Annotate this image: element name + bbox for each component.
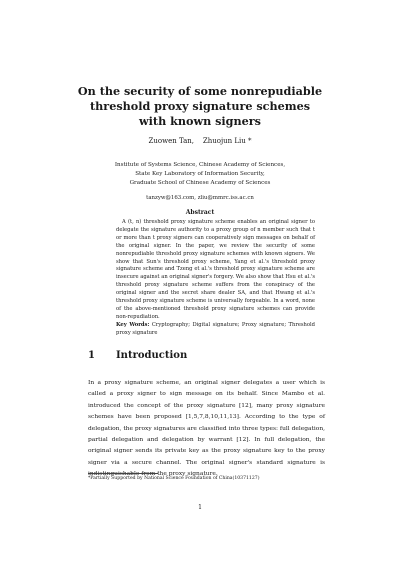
affiliation-line: State Key Laboratory of Information Security, <box>135 171 265 177</box>
footnote: *Partially Supported by National Science Foundation of China(10371127) <box>88 476 260 481</box>
author-email: tanzyw@163.com, zliu@mmrc.iss.ac.cn <box>146 195 254 201</box>
keywords-label: Key Words: <box>116 321 150 328</box>
footnote-rule <box>88 473 158 474</box>
keywords <box>116 322 315 338</box>
title-line: with known signers <box>139 114 261 128</box>
keywords-text: Cryptography; Digital signature; Proxy signature; Threshold proxy signature <box>116 321 315 336</box>
abstract-text: A (t, n) threshold proxy signature scheme enables an original signer to delegate the signature authority to a proxy group of n member such that t or more than t proxy signers can cooperatively sign messages on behalf of the original signer. In the paper, we review the security of some nonrepudiable threshold proxy signature schemes with known signers. We show that Sun's threshold proxy scheme, Yang et al.'s threshold proxy signature scheme and Tzeng et al.'s threshold proxy signature scheme are insecure against an original signer's forgery. We also show that Hsu et al.'s threshold proxy signature scheme suffers from the conspiracy of the original signer and the secret share dealer SA, and that Hwang et al.'s threshold proxy signature scheme is universally forgeable. In a word, none of the above-mentioned threshold proxy signature schemes can provide non-repudiation. <box>116 219 315 320</box>
affiliation-line: Graduate School of Chinese Academy of Sciences <box>129 180 271 186</box>
affiliation-line: Institute of Systems Science, Chinese Academy of Sciences, <box>114 162 286 168</box>
abstract-heading: Abstract <box>185 209 215 216</box>
paper-title <box>40 84 360 129</box>
section-heading <box>88 349 187 363</box>
title-line: On the security of some nonrepudiable <box>77 84 323 98</box>
abstract-block <box>116 219 315 338</box>
section-number: 1 <box>88 350 95 361</box>
author-list: Zuowen Tan, Zhuojun Liu * <box>148 137 252 145</box>
title-line: threshold proxy signature schemes <box>90 99 310 113</box>
section-title: Introduction <box>116 350 188 361</box>
affiliation <box>40 161 360 188</box>
page-number: 1 <box>198 504 202 511</box>
body-paragraph: In a proxy signature scheme, an original signer delegates a user which is called a proxy signer to sign message on its behalf. Since Mambo et al. introduced the concept of the proxy signature [12], many proxy signature schemes have been proposed [1,5,7,8,10,11,13]. According to the type of delegation, the proxy signatures are classified into three types: full delegation, partial delegation and delegation by warrant [12]. In full delegation, the original signer sends its private key as the proxy signature key to the proxy signer via a secure channel. The original signer's standard signature is indistinguishable from the proxy signature. <box>88 380 325 478</box>
body-text <box>88 378 325 481</box>
